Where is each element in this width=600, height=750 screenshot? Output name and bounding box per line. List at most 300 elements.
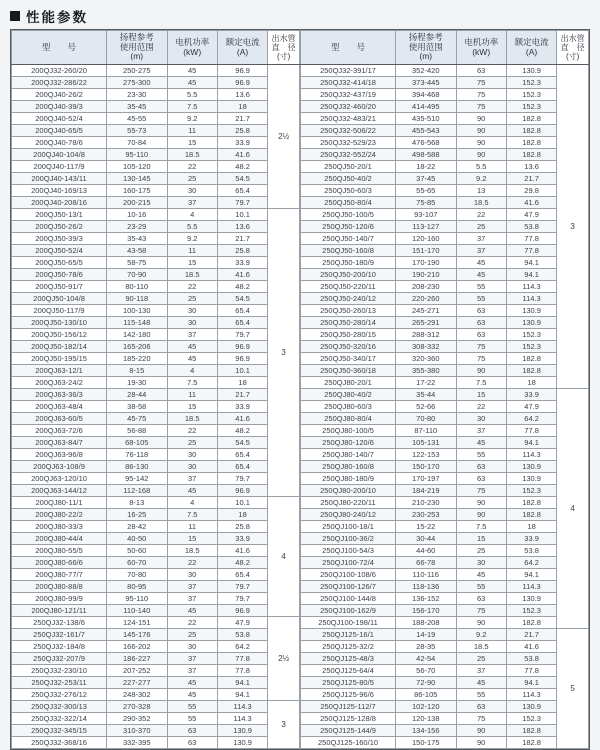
range-cell: 270-328 [107,701,167,713]
range-cell: 476-568 [396,137,456,149]
model-cell: 250QJ125-16/1 [301,629,396,641]
power-cell: 63 [456,461,506,473]
power-cell: 45 [167,485,217,497]
range-cell: 55-65 [396,185,456,197]
range-cell: 86-105 [396,689,456,701]
current-cell: 182.8 [506,149,556,161]
table-row [301,329,589,341]
current-cell: 114.3 [506,581,556,593]
current-cell: 152.3 [506,713,556,725]
range-cell: 160-175 [107,185,167,197]
outlet-diameter-cell: 4 [268,497,300,617]
model-cell: 250QJ32-138/6 [12,617,107,629]
range-cell: 110-116 [396,569,456,581]
power-cell: 45 [456,257,506,269]
power-cell: 22 [456,209,506,221]
current-cell: 96.9 [217,605,267,617]
power-cell: 37 [456,425,506,437]
model-cell: 200QJ40-78/6 [12,137,107,149]
table-row [301,509,589,521]
power-cell: 45 [167,353,217,365]
power-cell: 45 [456,437,506,449]
table-row [301,605,589,617]
current-cell: 64.2 [506,557,556,569]
table-row [301,449,589,461]
table-row [12,713,300,725]
power-cell: 22 [167,617,217,629]
outlet-diameter-cell: 2½ [268,617,300,701]
range-cell: 230-253 [396,509,456,521]
range-cell: 70-84 [107,137,167,149]
model-cell: 250QJ32-161/7 [12,629,107,641]
power-cell: 90 [456,509,506,521]
model-cell: 200QJ40-26/2 [12,89,107,101]
power-cell: 11 [167,125,217,137]
model-cell: 250QJ100-126/7 [301,581,396,593]
current-cell: 47.9 [217,617,267,629]
current-cell: 77.8 [506,425,556,437]
current-cell: 79.7 [217,197,267,209]
current-cell: 94.1 [506,269,556,281]
current-cell: 13.6 [506,161,556,173]
range-cell: 35-45 [107,101,167,113]
power-cell: 90 [456,149,506,161]
range-cell: 145-176 [107,629,167,641]
model-cell: 200QJ50-117/9 [12,305,107,317]
model-cell: 250QJ125-112/7 [301,701,396,713]
table-row [301,293,589,305]
range-cell: 90-118 [107,293,167,305]
range-cell: 44-60 [396,545,456,557]
model-cell: 250QJ50-160/8 [301,245,396,257]
model-cell: 250QJ32-529/23 [301,137,396,149]
current-cell: 182.8 [506,125,556,137]
current-cell: 130.9 [506,305,556,317]
current-cell: 152.3 [506,485,556,497]
power-cell: 63 [456,305,506,317]
current-cell: 94.1 [506,569,556,581]
range-cell: 95-110 [107,593,167,605]
model-cell: 250QJ50-340/17 [301,353,396,365]
model-cell: 250QJ80-240/12 [301,509,396,521]
table-row [301,737,589,749]
current-cell: 64.2 [217,641,267,653]
model-cell: 200QJ50-195/15 [12,353,107,365]
power-cell: 18.5 [167,149,217,161]
table-row [12,509,300,521]
current-cell: 21.7 [506,629,556,641]
current-cell: 21.7 [217,389,267,401]
range-cell: 118-136 [396,581,456,593]
range-cell: 56-70 [396,665,456,677]
range-cell: 124-151 [107,617,167,629]
range-cell: 10-16 [107,209,167,221]
current-cell: 25.8 [217,245,267,257]
model-cell: 200QJ50-52/4 [12,245,107,257]
range-cell: 105-120 [107,161,167,173]
power-cell: 75 [456,713,506,725]
current-cell: 79.7 [217,593,267,605]
table-row [12,269,300,281]
model-cell: 200QJ50-156/12 [12,329,107,341]
power-cell: 7.5 [456,521,506,533]
table-row [301,593,589,605]
range-cell: 86-130 [107,461,167,473]
table-row [301,701,589,713]
table-row [301,473,589,485]
power-cell: 75 [456,77,506,89]
table-row [301,221,589,233]
power-cell: 9.2 [456,629,506,641]
current-cell: 41.6 [506,641,556,653]
range-cell: 100-130 [107,305,167,317]
range-cell: 105-131 [396,437,456,449]
range-cell: 30-44 [396,533,456,545]
model-cell: 250QJ32-552/24 [301,149,396,161]
range-cell: 75-85 [396,197,456,209]
power-cell: 18.5 [456,641,506,653]
table-row [12,221,300,233]
power-cell: 90 [456,725,506,737]
table-row [301,485,589,497]
model-cell: 250QJ100-162/9 [301,605,396,617]
model-cell: 200QJ40-104/8 [12,149,107,161]
table-row [301,305,589,317]
power-cell: 75 [456,353,506,365]
current-cell: 94.1 [217,689,267,701]
current-cell: 182.8 [506,725,556,737]
col-header-power: 电机功率 (kW) [167,31,217,65]
power-cell: 37 [167,593,217,605]
table-row [301,89,589,101]
current-cell: 41.6 [217,149,267,161]
range-cell: 134-156 [396,725,456,737]
table-row [12,77,300,89]
parameters-table-left [11,30,300,749]
power-cell: 55 [167,713,217,725]
range-cell: 80-110 [107,281,167,293]
range-cell: 43-58 [107,245,167,257]
power-cell: 7.5 [167,101,217,113]
power-cell: 45 [167,677,217,689]
model-cell: 200QJ40-52/4 [12,113,107,125]
current-cell: 79.7 [217,581,267,593]
model-cell: 250QJ80-80/4 [301,413,396,425]
table-row [301,125,589,137]
current-cell: 96.9 [217,485,267,497]
model-cell: 250QJ125-80/5 [301,677,396,689]
current-cell: 130.9 [506,317,556,329]
range-cell: 120-138 [396,713,456,725]
model-cell: 200QJ80-99/9 [12,593,107,605]
table-row [301,101,589,113]
table-row [12,593,300,605]
table-row [12,149,300,161]
model-cell: 200QJ63-84/7 [12,437,107,449]
model-cell: 200QJ50-130/10 [12,317,107,329]
model-cell: 200QJ50-104/8 [12,293,107,305]
power-cell: 22 [167,557,217,569]
current-cell: 130.9 [506,701,556,713]
model-cell: 250QJ32-483/21 [301,113,396,125]
table-row [301,233,589,245]
col-header-model: 型 号 [12,31,107,65]
model-cell: 250QJ100-54/3 [301,545,396,557]
table-row [12,617,300,629]
range-cell: 166-202 [107,641,167,653]
power-cell: 90 [456,125,506,137]
model-cell: 250QJ125-160/10 [301,737,396,749]
power-cell: 30 [167,317,217,329]
power-cell: 75 [456,605,506,617]
power-cell: 90 [456,365,506,377]
range-cell: 394-468 [396,89,456,101]
power-cell: 37 [456,245,506,257]
current-cell: 77.8 [506,233,556,245]
range-cell: 56-88 [107,425,167,437]
model-cell: 200QJ32-260/20 [12,65,107,77]
model-cell: 200QJ80-33/3 [12,521,107,533]
power-cell: 15 [167,533,217,545]
table-row [12,365,300,377]
range-cell: 102-120 [396,701,456,713]
current-cell: 29.8 [506,185,556,197]
current-cell: 79.7 [217,473,267,485]
table-row [12,101,300,113]
current-cell: 21.7 [217,113,267,125]
outlet-diameter-cell: 4 [557,389,589,629]
model-cell: 250QJ50-180/9 [301,257,396,269]
col-header-current: 额定电流 (A) [506,31,556,65]
table-row [301,185,589,197]
range-cell: 37-45 [396,173,456,185]
range-cell: 70-80 [396,413,456,425]
range-cell: 414-495 [396,101,456,113]
current-cell: 18 [506,521,556,533]
current-cell: 182.8 [506,137,556,149]
model-cell: 250QJ32-414/18 [301,77,396,89]
power-cell: 11 [167,521,217,533]
model-cell: 200QJ80-77/7 [12,569,107,581]
model-cell: 200QJ63-36/3 [12,389,107,401]
range-cell: 18-22 [396,161,456,173]
model-cell: 200QJ80-121/11 [12,605,107,617]
current-cell: 65.4 [217,449,267,461]
current-cell: 33.9 [217,137,267,149]
range-cell: 130-145 [107,173,167,185]
model-cell: 250QJ50-240/12 [301,293,396,305]
power-cell: 37 [167,665,217,677]
table-row [12,329,300,341]
power-cell: 30 [167,641,217,653]
model-cell: 250QJ50-20/1 [301,161,396,173]
table-row [12,689,300,701]
current-cell: 53.8 [506,653,556,665]
table-row [12,389,300,401]
table-row [12,245,300,257]
range-cell: 248-302 [107,689,167,701]
current-cell: 47.9 [506,401,556,413]
range-cell: 8-13 [107,497,167,509]
current-cell: 152.3 [506,329,556,341]
current-cell: 64.2 [506,413,556,425]
power-cell: 30 [167,449,217,461]
range-cell: 115-148 [107,317,167,329]
model-cell: 250QJ80-40/2 [301,389,396,401]
model-cell: 200QJ80-44/4 [12,533,107,545]
col-header-range: 扬程参考 使用范围 (m) [396,31,456,65]
model-cell: 200QJ80-66/6 [12,557,107,569]
power-cell: 55 [456,281,506,293]
current-cell: 54.5 [217,437,267,449]
power-cell: 5.5 [456,161,506,173]
table-row [301,461,589,473]
power-cell: 37 [167,473,217,485]
table-row [301,677,589,689]
current-cell: 53.8 [506,221,556,233]
model-cell: 250QJ100-144/8 [301,593,396,605]
performance-parameters-table [10,29,590,750]
power-cell: 63 [456,701,506,713]
power-cell: 22 [167,161,217,173]
current-cell: 41.6 [217,545,267,557]
range-cell: 290-352 [107,713,167,725]
range-cell: 190-210 [396,269,456,281]
table-row [12,293,300,305]
outlet-diameter-cell: 5 [557,629,589,749]
model-cell: 250QJ80-220/11 [301,497,396,509]
table-row [301,545,589,557]
table-row [301,341,589,353]
current-cell: 182.8 [506,497,556,509]
model-cell: 250QJ80-160/8 [301,461,396,473]
current-cell: 48.2 [217,281,267,293]
model-cell: 200QJ40-208/16 [12,197,107,209]
power-cell: 75 [456,101,506,113]
header-row [301,31,589,65]
table-row [12,281,300,293]
current-cell: 152.3 [506,89,556,101]
power-cell: 4 [167,209,217,221]
current-cell: 21.7 [217,233,267,245]
table-row [12,125,300,137]
current-cell: 152.3 [506,341,556,353]
range-cell: 227-277 [107,677,167,689]
current-cell: 77.8 [506,245,556,257]
table-row [12,401,300,413]
outlet-diameter-cell: 3 [557,65,589,389]
table-row [12,737,300,749]
power-cell: 90 [456,737,506,749]
model-cell: 200QJ50-39/3 [12,233,107,245]
range-cell: 498-588 [396,149,456,161]
current-cell: 13.6 [217,221,267,233]
table-row [12,677,300,689]
range-cell: 308-332 [396,341,456,353]
table-row [301,653,589,665]
power-cell: 37 [167,329,217,341]
range-cell: 170-197 [396,473,456,485]
range-cell: 352-420 [396,65,456,77]
current-cell: 53.8 [506,545,556,557]
power-cell: 18.5 [456,197,506,209]
power-cell: 37 [167,581,217,593]
current-cell: 18 [217,509,267,521]
range-cell: 373-445 [396,77,456,89]
table-row [12,113,300,125]
power-cell: 90 [456,137,506,149]
range-cell: 355-380 [396,365,456,377]
current-cell: 77.8 [217,665,267,677]
table-row [301,137,589,149]
range-cell: 14-19 [396,629,456,641]
current-cell: 94.1 [217,677,267,689]
current-cell: 77.8 [506,665,556,677]
current-cell: 130.9 [506,65,556,77]
table-row [12,89,300,101]
range-cell: 23-29 [107,221,167,233]
model-cell: 250QJ100-108/6 [301,569,396,581]
table-row [12,209,300,221]
range-cell: 245-271 [396,305,456,317]
range-cell: 45-55 [107,113,167,125]
model-cell: 250QJ80-60/3 [301,401,396,413]
current-cell: 79.7 [217,329,267,341]
table-row [301,353,589,365]
current-cell: 96.9 [217,353,267,365]
model-cell: 200QJ80-55/5 [12,545,107,557]
current-cell: 48.2 [217,425,267,437]
current-cell: 130.9 [217,737,267,749]
model-cell: 200QJ63-120/10 [12,473,107,485]
current-cell: 130.9 [506,461,556,473]
range-cell: 310-370 [107,725,167,737]
table-row [301,629,589,641]
model-cell: 250QJ80-120/6 [301,437,396,449]
model-cell: 200QJ63-144/12 [12,485,107,497]
range-cell: 72-90 [396,677,456,689]
range-cell: 45-75 [107,413,167,425]
table-row [12,65,300,77]
power-cell: 11 [167,245,217,257]
power-cell: 7.5 [167,509,217,521]
model-cell: 250QJ50-80/4 [301,197,396,209]
current-cell: 130.9 [506,473,556,485]
current-cell: 182.8 [506,737,556,749]
model-cell: 250QJ50-100/5 [301,209,396,221]
model-cell: 200QJ50-91/7 [12,281,107,293]
model-cell: 250QJ32-253/11 [12,677,107,689]
range-cell: 150-175 [396,737,456,749]
model-cell: 250QJ32-345/15 [12,725,107,737]
model-cell: 250QJ32-506/22 [301,125,396,137]
col-header-power: 电机功率 (kW) [456,31,506,65]
range-cell: 50-60 [107,545,167,557]
table-row [301,365,589,377]
model-cell: 250QJ80-20/1 [301,377,396,389]
power-cell: 90 [456,497,506,509]
current-cell: 182.8 [506,617,556,629]
col-header-outlet: 出水管 直 径 (寸) [557,31,589,65]
table-row [12,353,300,365]
range-cell: 455-543 [396,125,456,137]
model-cell: 250QJ125-128/8 [301,713,396,725]
range-cell: 70-80 [107,569,167,581]
current-cell: 94.1 [506,437,556,449]
table-row [12,461,300,473]
range-cell: 185-220 [107,353,167,365]
model-cell: 250QJ32-322/14 [12,713,107,725]
